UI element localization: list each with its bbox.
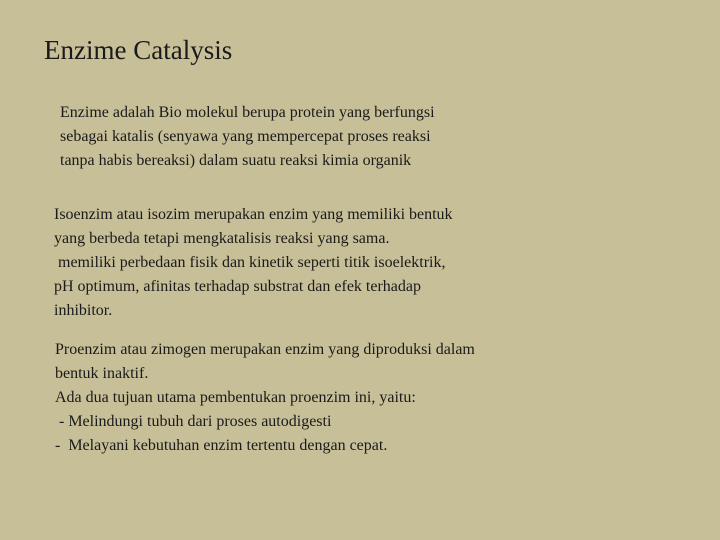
text-line: Enzime adalah Bio molekul berupa protein yang berfungsi (60, 104, 435, 121)
text-line: tanpa habis bereaksi) dalam suatu reaksi kimia organik (60, 152, 412, 169)
text-block-proenzyme (55, 338, 475, 458)
text-line: Isoenzim atau isozim merupakan enzim yang memiliki bentuk (54, 206, 453, 223)
slide-title: Enzime Catalysis (44, 35, 233, 65)
text-line: sebagai katalis (senyawa yang mempercepat proses reaksi (60, 128, 431, 145)
text-block-isoenzyme (54, 203, 453, 323)
text-line: inhibitor. (54, 302, 113, 319)
text-line: memiliki perbedaan fisik dan kinetik seperti titik isoelektrik, (54, 254, 446, 271)
list-item: - Melayani kebutuhan enzim tertentu dengan cepat. (55, 437, 388, 454)
list-item: - Melindungi tubuh dari proses autodigesti (55, 413, 332, 430)
text-line: yang berbeda tetapi mengkatalisis reaksi yang sama. (54, 230, 390, 247)
text-line: bentuk inaktif. (55, 365, 149, 382)
text-block-enzyme-definition (60, 101, 435, 173)
text-line: Ada dua tujuan utama pembentukan proenzim ini, yaitu: (55, 389, 416, 406)
text-line: Proenzim atau zimogen merupakan enzim yang diproduksi dalam (55, 341, 475, 358)
text-line: pH optimum, afinitas terhadap substrat dan efek terhadap (54, 278, 421, 295)
